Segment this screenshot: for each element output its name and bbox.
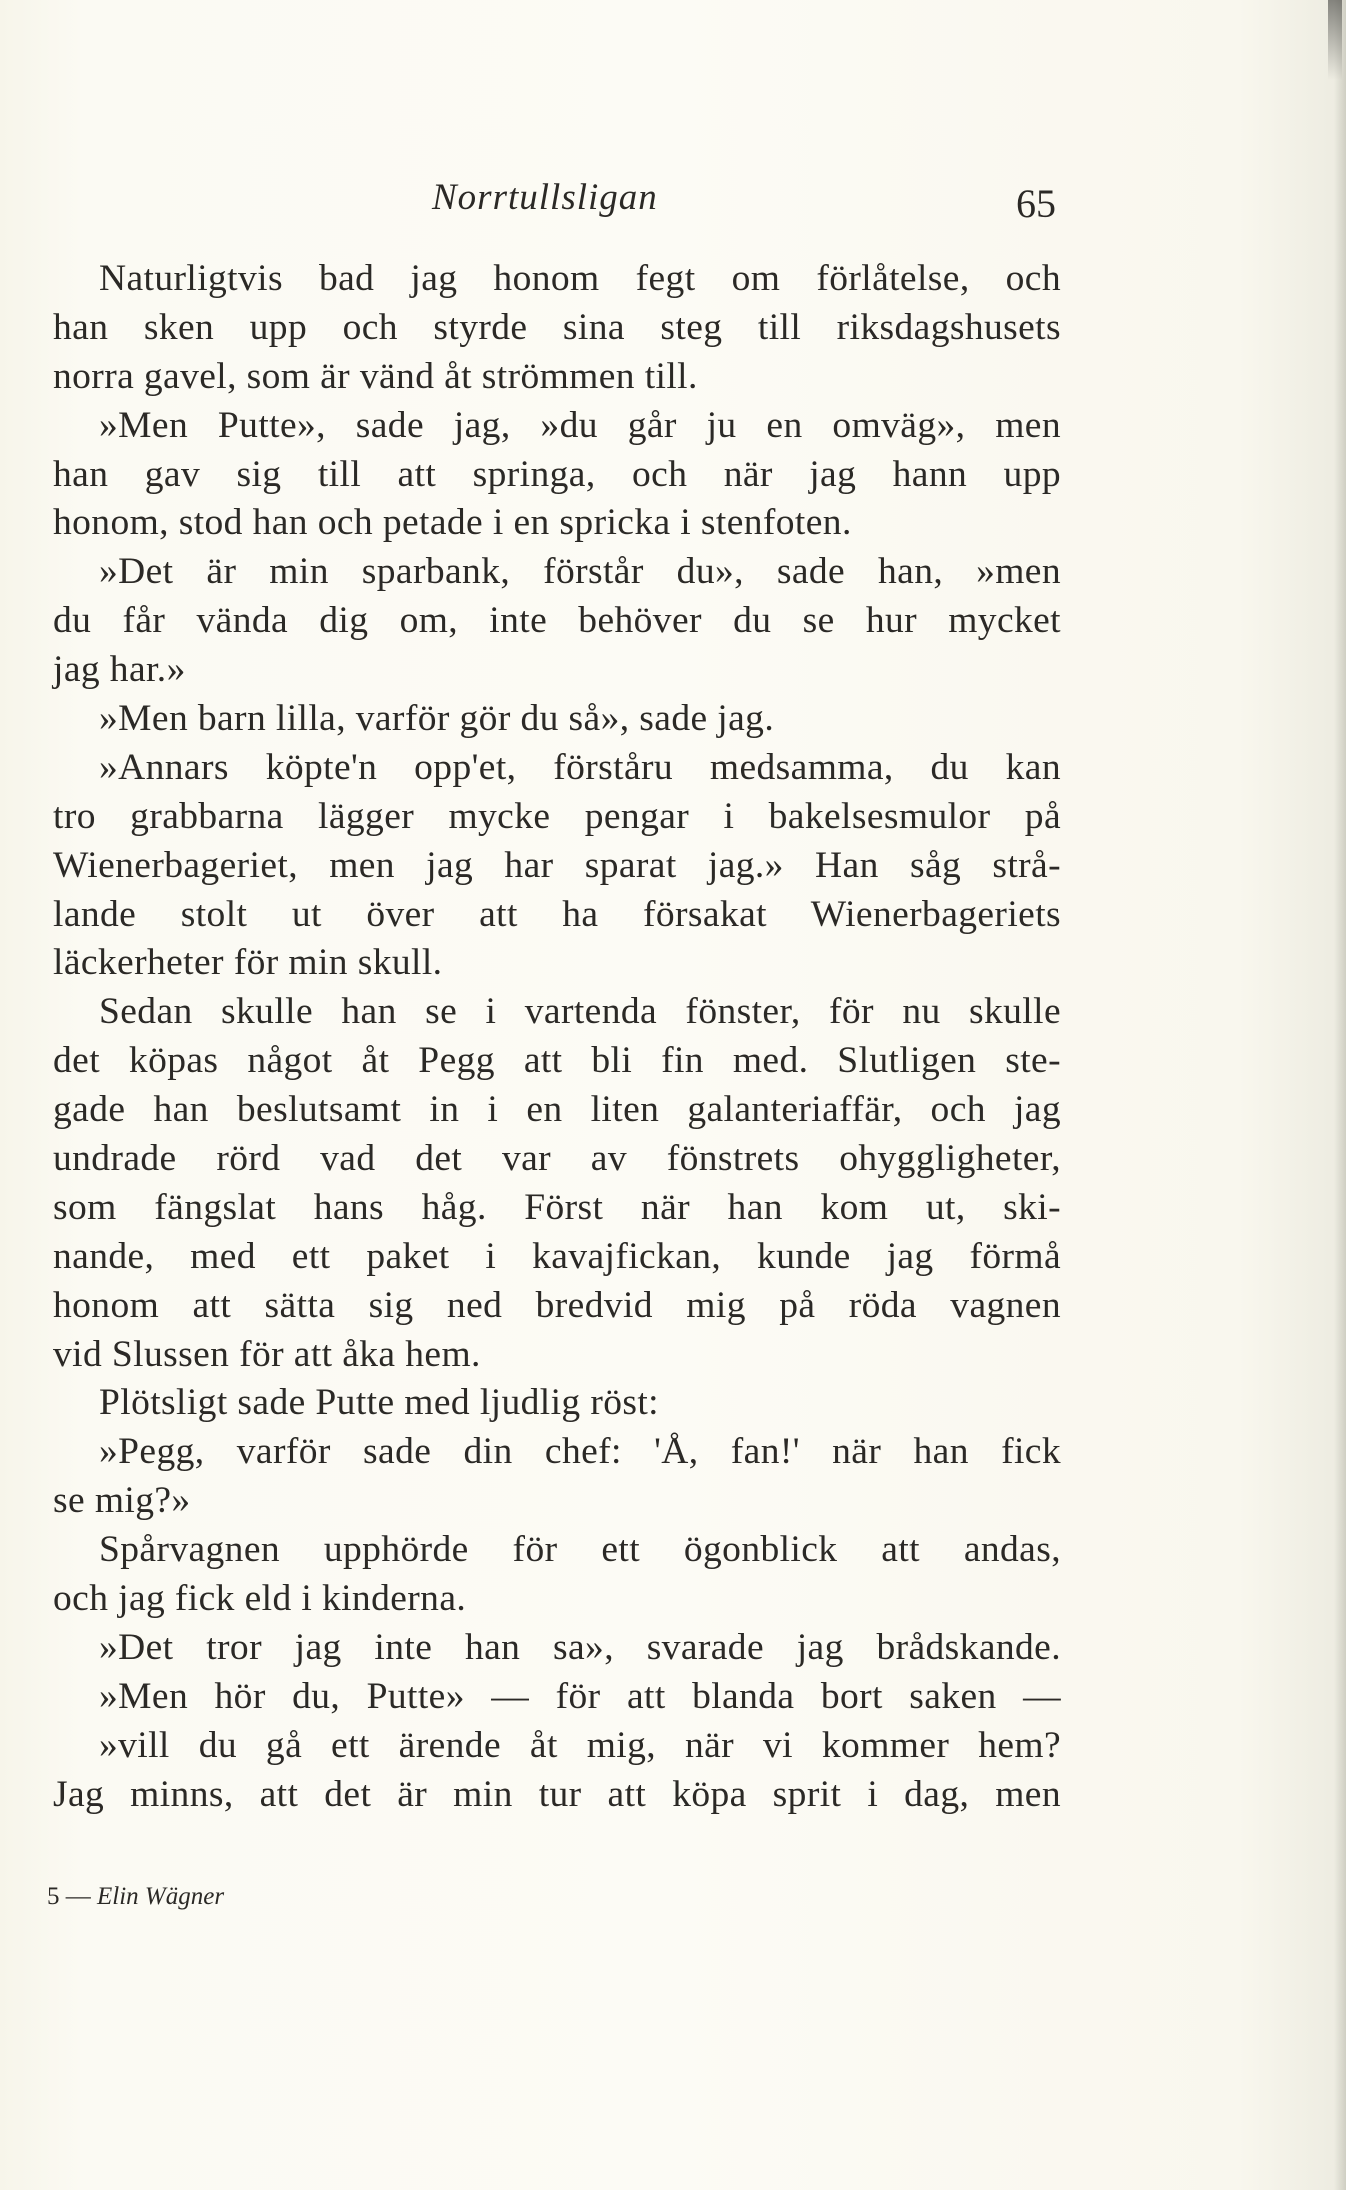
- page-number: 65: [1016, 181, 1056, 226]
- text-line: honom, stod han och petade i en spricka i stenfoten.: [53, 502, 852, 544]
- body-text: [53, 255, 1061, 1820]
- page-edge-shadow: [1334, 0, 1346, 2190]
- text-line: »vill du gå ett ärende åt mig, när vi kommer hem?: [99, 1724, 1061, 1766]
- page-header: [0, 176, 1346, 236]
- text-line: Plötsligt sade Putte med ljudlig röst:: [99, 1382, 659, 1424]
- signature-author: Elin Wägner: [97, 1883, 225, 1910]
- text-line: jag har.»: [53, 649, 186, 691]
- printer-signature: [47, 1883, 224, 1911]
- text-line: läckerheter för min skull.: [53, 942, 443, 984]
- text-line: »Annars köpte'n opp'et, förståru medsamma, du kan: [99, 746, 1061, 788]
- text-line: Sedan skulle han se i vartenda fönster, för nu skulle: [99, 991, 1061, 1033]
- text-line: Jag minns, att det är min tur att köpa sprit i dag, men: [53, 1773, 1061, 1815]
- text-line: »Det är min sparbank, förstår du», sade han, »men: [99, 551, 1061, 593]
- text-line: »Pegg, varför sade din chef: 'Å, fan!' när han fick: [99, 1431, 1061, 1473]
- text-line: gade han beslutsamt in i en liten galanteriaffär, och jag: [53, 1089, 1061, 1131]
- running-title: Norrtullsligan: [432, 177, 658, 218]
- text-line: norra gavel, som är vänd åt strömmen till.: [53, 355, 698, 397]
- text-line: undrade rörd vad det var av fönstrets ohyggligheter,: [53, 1138, 1061, 1180]
- text-line: han sken upp och styrde sina steg till riksdagshusets: [53, 306, 1061, 348]
- text-line: honom att sätta sig ned bredvid mig på röda vagnen: [53, 1284, 1061, 1326]
- text-line: tro grabbarna lägger mycke pengar i bakelsesmulor på: [53, 795, 1061, 837]
- text-line: »Men Putte», sade jag, »du går ju en omväg», men: [99, 404, 1061, 446]
- text-line: vid Slussen för att åka hem.: [53, 1333, 481, 1375]
- text-line: Spårvagnen upphörde för ett ögonblick att andas,: [99, 1529, 1061, 1571]
- text-line: Naturligtvis bad jag honom fegt om förlåtelse, och: [99, 258, 1061, 299]
- text-line: nande, med ett paket i kavajfickan, kunde jag förmå: [53, 1235, 1061, 1277]
- text-line: det köpas något åt Pegg att bli fin med. Slutligen ste-: [53, 1040, 1061, 1082]
- text-line: »Det tror jag inte han sa», svarade jag brådskande.: [99, 1626, 1061, 1668]
- text-line: och jag fick eld i kinderna.: [53, 1578, 467, 1620]
- text-line: »Men hör du, Putte» — för att blanda bort saken —: [99, 1675, 1061, 1717]
- signature-number: 5 —: [47, 1883, 91, 1910]
- text-line: lande stolt ut över att ha försakat Wienerbageriets: [53, 893, 1061, 935]
- text-line: han gav sig till att springa, och när jag hann upp: [53, 453, 1061, 495]
- text-line: »Men barn lilla, varför gör du så», sade jag.: [99, 698, 775, 740]
- text-line: som fängslat hans håg. Först när han kom ut, ski-: [53, 1186, 1061, 1228]
- text-line: Wienerbageriet, men jag har sparat jag.» Han såg strå-: [53, 844, 1061, 886]
- text-line: se mig?»: [53, 1480, 191, 1522]
- binding-mark: [1328, 0, 1342, 80]
- text-line: du får vända dig om, inte behöver du se hur mycket: [53, 600, 1061, 642]
